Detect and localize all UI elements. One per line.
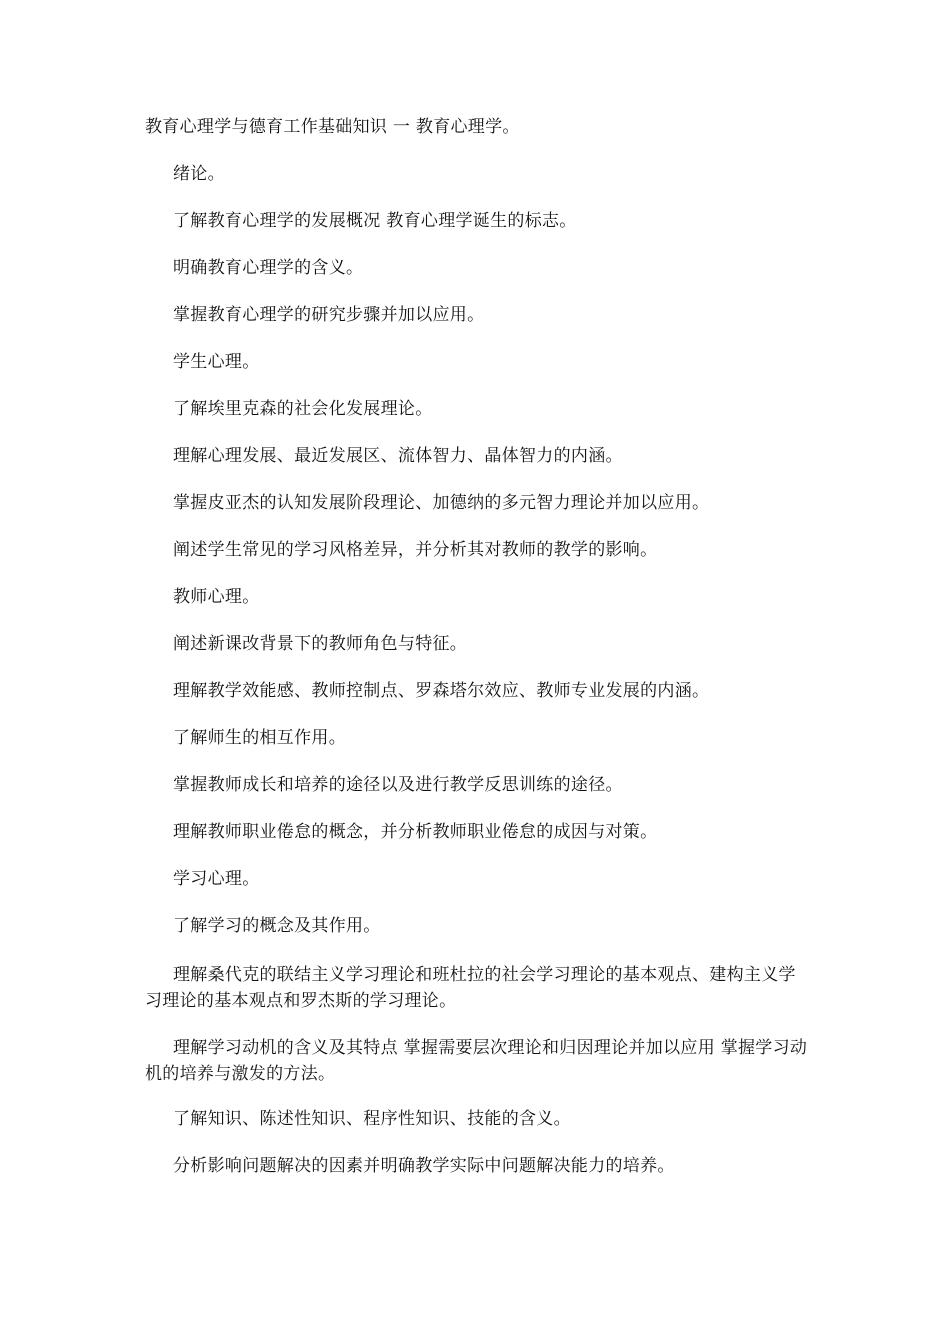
- paragraph: 阐述新课改背景下的教师角色与特征。: [173, 634, 468, 654]
- paragraph: 教师心理。: [173, 587, 260, 607]
- paragraph: 绪论。: [173, 164, 225, 184]
- paragraph: 了解教育心理学的发展概况 教育心理学诞生的标志。: [173, 211, 577, 231]
- document-body: [145, 116, 810, 1202]
- paragraph: 理解教学效能感、教师控制点、罗森塔尔效应、教师专业发展的内涵。: [173, 681, 710, 701]
- paragraph: 理解心理发展、最近发展区、流体智力、晶体智力的内涵。: [173, 446, 623, 466]
- paragraph: 理解教师职业倦怠的概念，并分析教师职业倦怠的成因与对策。: [173, 822, 658, 842]
- paragraph: 学生心理。: [173, 352, 260, 372]
- paragraph: 分析影响问题解决的因素并明确教学实际中问题解决能力的培养。: [173, 1156, 675, 1176]
- paragraph: 明确教育心理学的含义。: [173, 258, 364, 278]
- paragraph: 理解桑代克的联结主义学习理论和班杜拉的社会学习理论的基本观点、建构主义学习理论的基本观点和罗杰斯的学习理论。: [145, 965, 796, 1011]
- paragraph: 学习心理。: [173, 869, 260, 889]
- paragraph: 了解埃里克森的社会化发展理论。: [173, 399, 433, 419]
- paragraph: 阐述学生常见的学习风格差异，并分析其对教师的教学的影响。: [173, 540, 658, 560]
- paragraph: 了解学习的概念及其作用。: [173, 916, 381, 936]
- paragraph: 理解学习动机的含义及其特点 掌握需要层次理论和归因理论并加以应用 掌握学习动机的培养与激发的方法。: [145, 1038, 808, 1084]
- paragraph: 掌握教师成长和培养的途径以及进行教学反思训练的途径。: [173, 775, 623, 795]
- paragraph: 掌握教育心理学的研究步骤并加以应用。: [173, 305, 485, 325]
- document-title: 教育心理学与德育工作基础知识 一 教育心理学。: [145, 117, 520, 137]
- paragraph: 掌握皮亚杰的认知发展阶段理论、加德纳的多元智力理论并加以应用。: [173, 493, 710, 513]
- paragraph: 了解知识、陈述性知识、程序性知识、技能的含义。: [173, 1109, 571, 1129]
- paragraph: 了解师生的相互作用。: [173, 728, 346, 748]
